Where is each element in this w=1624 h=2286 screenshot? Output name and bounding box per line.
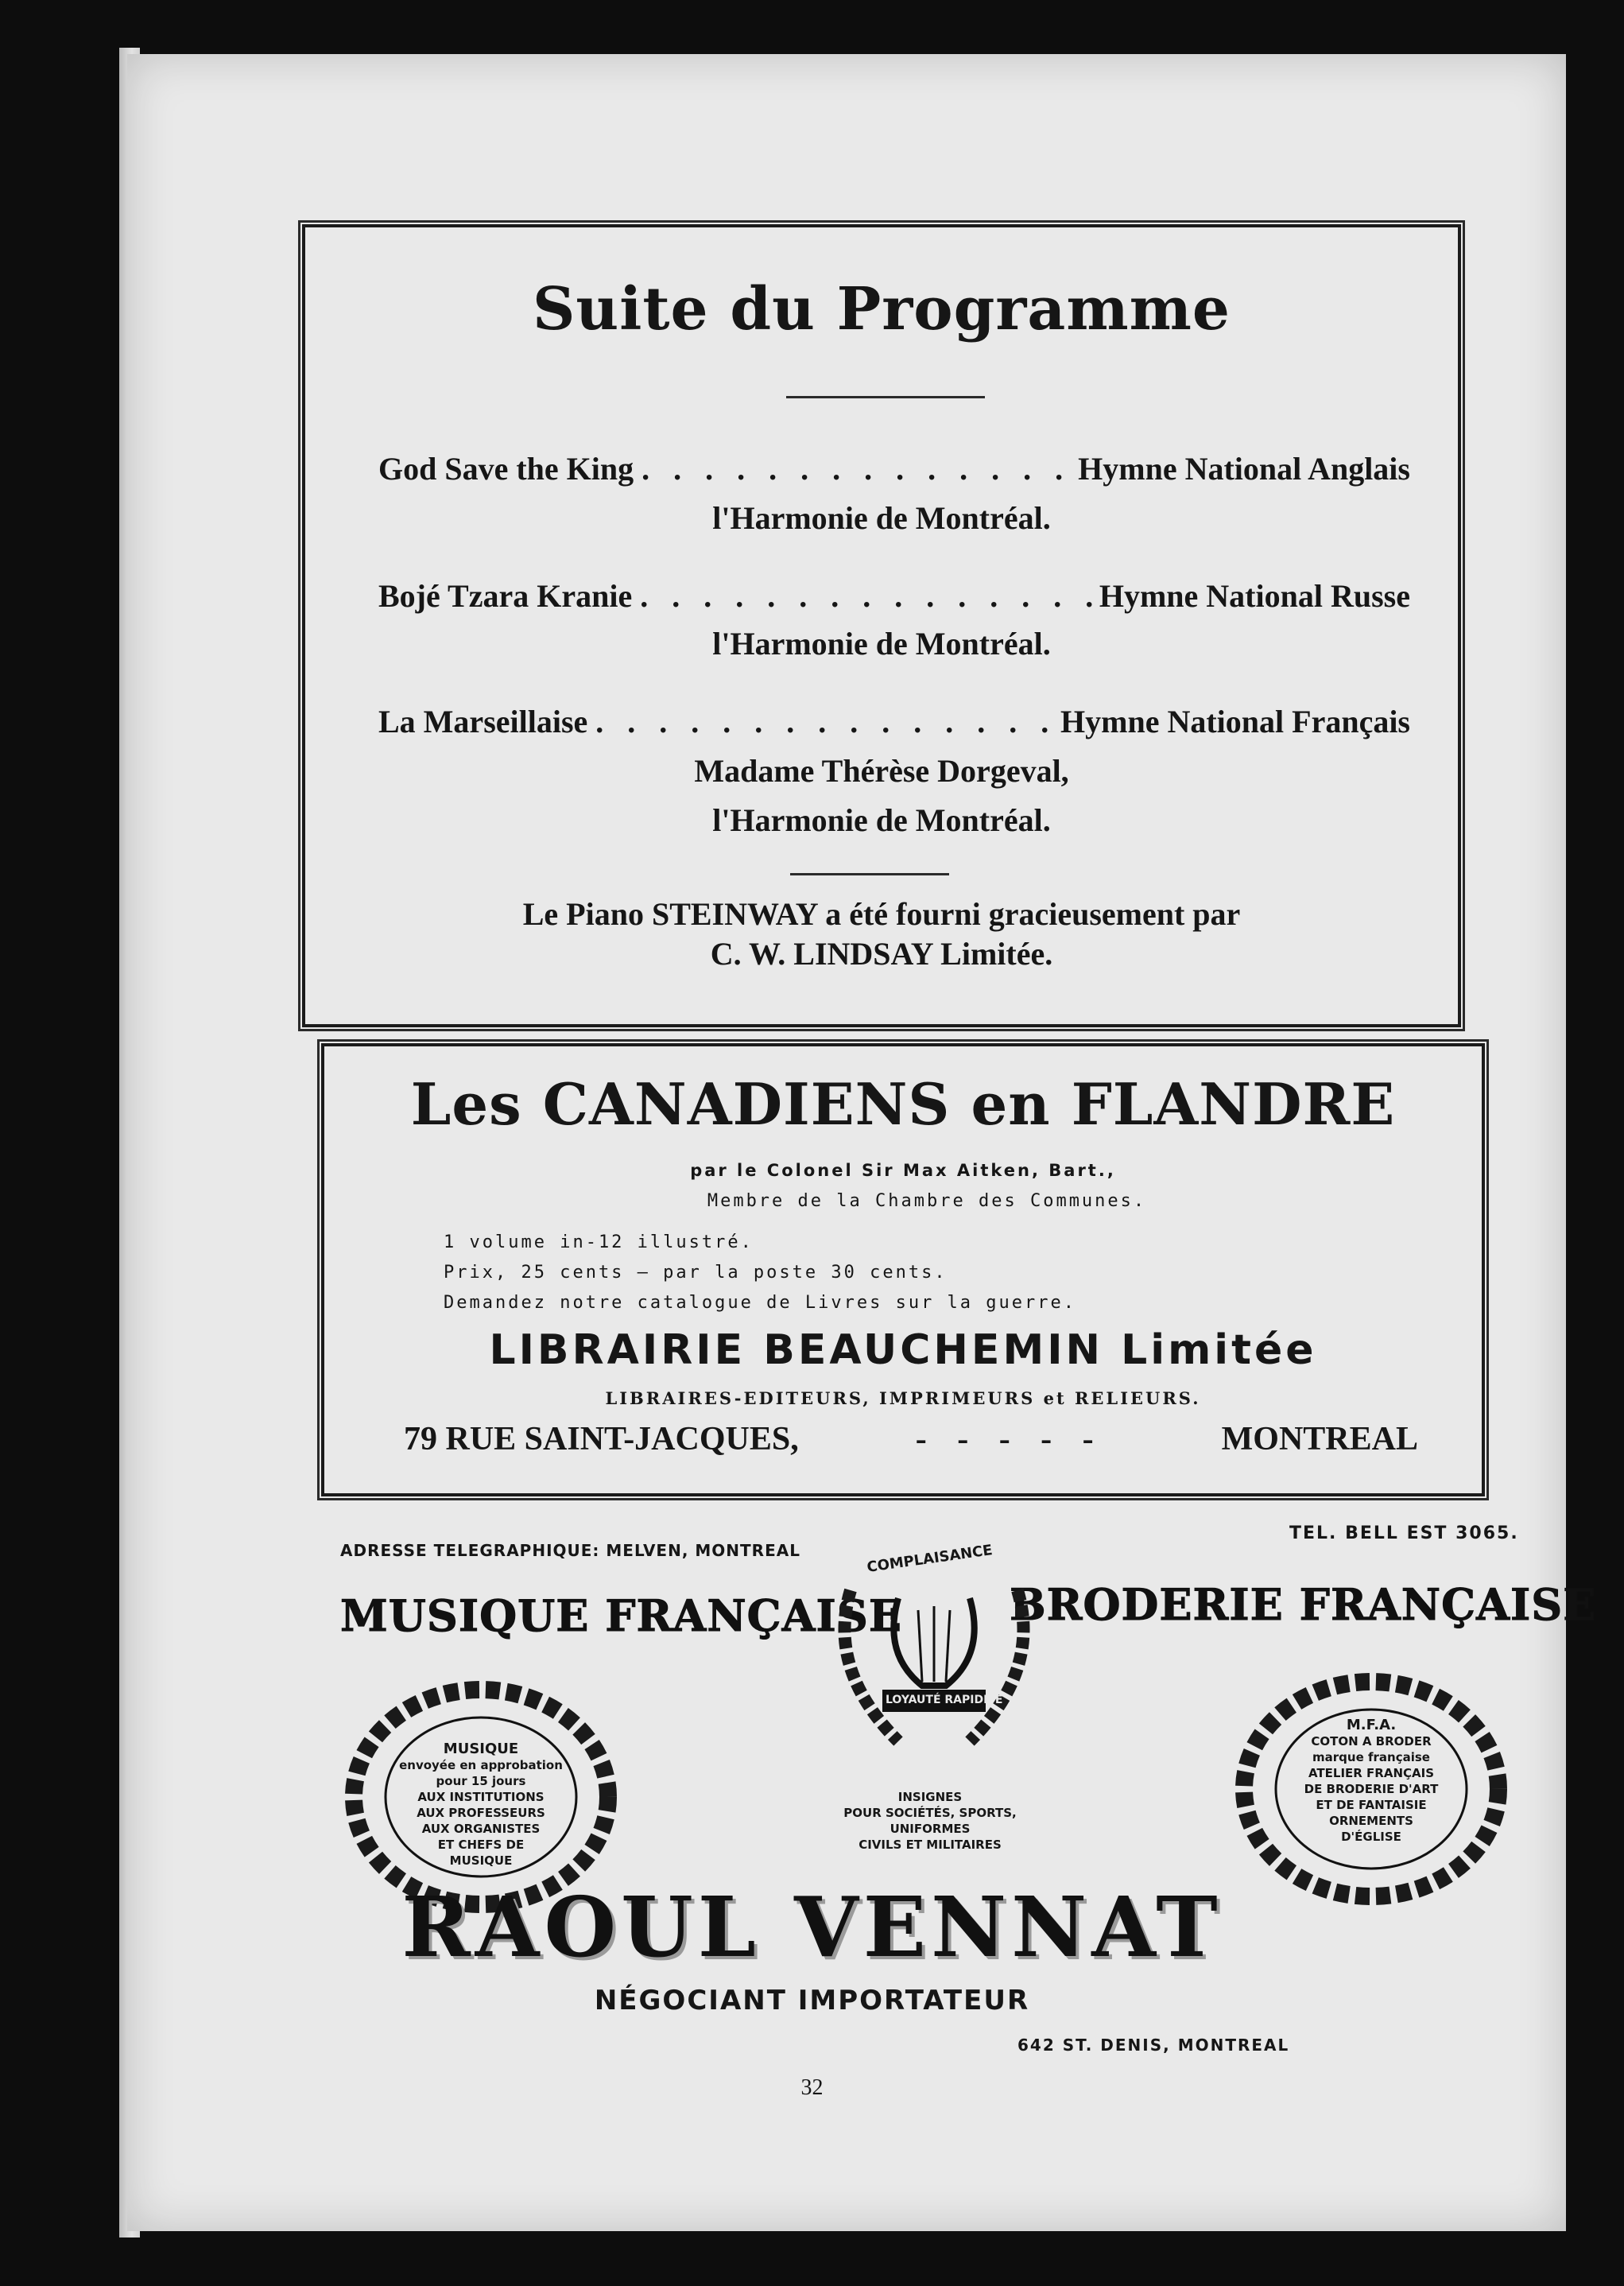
book-title: Les CANADIENS en FLANDRE [410,1070,1396,1138]
wreath-line: ET DE FANTAISIE [1316,1798,1427,1812]
publisher-city: MONTREAL [1221,1421,1418,1457]
wreath-line: M.F.A. [1346,1717,1397,1733]
left-ad-title: MUSIQUE FRANÇAISE [340,1590,902,1641]
title-rule [786,396,985,398]
wreath-line: MUSIQUE [449,1853,513,1868]
performer: l'Harmonie de Montréal. [712,802,1051,838]
wreath-line: AUX ORGANISTES [421,1822,541,1836]
piano-note: Le Piano STEINWAY a été fourni gracieusement par [522,896,1241,932]
vennat-subtitle: NÉGOCIANT IMPORTATEUR [594,1985,1030,2016]
book-detail: 1 volume in-12 illustré. [444,1232,754,1252]
book-detail: Prix, 25 cents — par la poste 30 cents. [444,1263,948,1283]
wreath-line: envoyée en approbation [399,1758,563,1772]
book-ad-box [321,1043,1485,1496]
book-detail: Demandez notre catalogue de Livres sur la guerre. [444,1293,1077,1313]
programme-box [302,224,1461,1027]
right-wreath-text [1272,1717,1471,1845]
book-author: par le Colonel Sir Max Aitken, Bart., [690,1161,1116,1180]
right-ad-title: BRODERIE FRANÇAISE [1010,1579,1597,1630]
wreath-line: ORNEMENTS [1329,1814,1413,1828]
wreath-line: DE BRODERIE D'ART [1304,1782,1439,1796]
wreath-line: ATELIER FRANÇAIS [1308,1766,1435,1780]
publisher-address-line [404,1420,1418,1458]
leader-dots [632,577,1099,615]
piano-supplier: C. W. LINDSAY Limitée. [710,936,1053,972]
wreath-line: D'ÉGLISE [1341,1830,1401,1844]
center-arc-text: COMPLAISANCE [866,1542,994,1576]
lyre-wreath-icon [803,1543,1065,1813]
wreath-line: MUSIQUE [443,1741,519,1757]
publisher-roles: LIBRAIRES-EDITEURS, IMPRIMEURS et RELIEURS. [605,1388,1201,1408]
center-banner: LOYAUTÉ RAPIDITÉ [886,1694,1003,1706]
telephone: TEL. BELL EST 3065. [1289,1523,1519,1543]
center-text-line: UNIFORMES [890,1822,971,1836]
section-rule [790,873,949,875]
programme-item-3 [378,703,1410,740]
telegraph-address: ADRESSE TELEGRAPHIQUE: MELVEN, MONTREAL [340,1541,800,1560]
leader-dots [587,703,1060,740]
programme-item-1 [378,450,1410,487]
performer: Madame Thérèse Dorgeval, [694,753,1069,789]
wreath-line: AUX INSTITUTIONS [417,1790,545,1804]
book-author-role: Membre de la Chambre des Communes. [707,1191,1147,1211]
piece-name: God Save the King [378,451,634,487]
wreath-line: marque française [1312,1750,1430,1764]
wreath-line: ET CHEFS DE [437,1838,525,1852]
left-wreath-text [382,1741,580,1869]
wreath-line: COTON A BRODER [1311,1734,1432,1748]
wreath-line: AUX PROFESSEURS [417,1806,545,1820]
performer: l'Harmonie de Montréal. [712,626,1051,662]
piece-type: Hymne National Français [1060,704,1410,739]
piece-name: La Marseillaise [378,704,588,739]
center-text-line: CIVILS ET MILITAIRES [859,1838,1002,1852]
programme-item-2 [378,577,1410,615]
programme-title: Suite du Programme [532,275,1231,343]
center-text-line: INSIGNES [897,1790,963,1804]
page-number: 32 [800,2075,824,2100]
center-text-line: POUR SOCIÉTÉS, SPORTS, [843,1806,1017,1820]
piece-type: Hymne National Russe [1099,578,1410,614]
piece-type: Hymne National Anglais [1078,451,1410,487]
publisher-address: 79 RUE SAINT-JACQUES, [404,1421,799,1457]
leader-dots [634,450,1078,487]
center-text [827,1789,1033,1853]
address-dashes: - - - - - [915,1421,1105,1457]
wreath-line: pour 15 jours [436,1774,526,1788]
vennat-address: 642 ST. DENIS, MONTREAL [1017,2036,1290,2055]
publisher-name: LIBRAIRIE BEAUCHEMIN Limitée [489,1326,1317,1374]
vennat-name: RAOUL VENNAT [401,1878,1223,1976]
performer: l'Harmonie de Montréal. [712,500,1051,536]
piece-name: Bojé Tzara Kranie [378,578,633,614]
